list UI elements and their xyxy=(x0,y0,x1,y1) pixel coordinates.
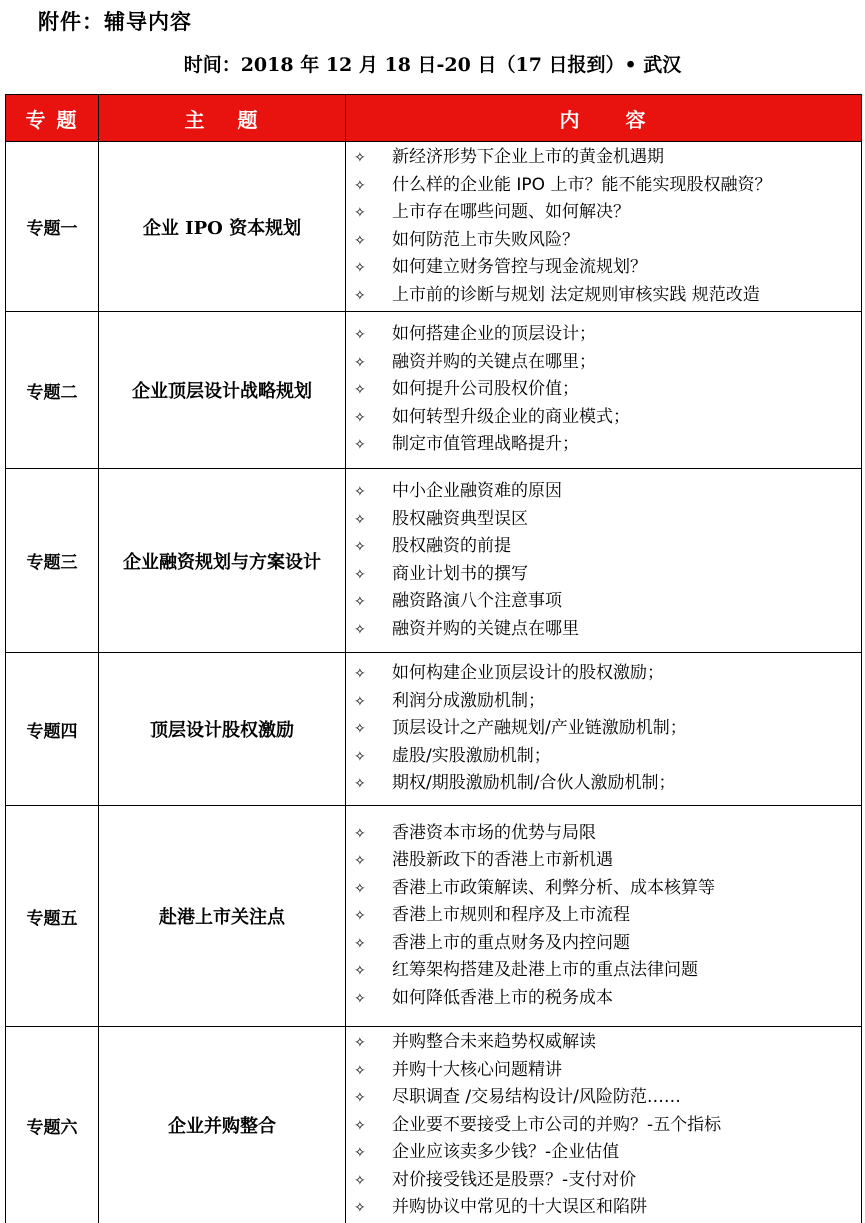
diamond-bullet-icon: ✧ xyxy=(354,1062,366,1079)
table-row xyxy=(6,806,862,1027)
list-item-text: 香港上市规则和程序及上市流程 xyxy=(392,905,630,926)
list-item-text: 什么样的企业能 IPO 上市？能不能实现股权融资？ xyxy=(392,174,772,195)
list-item xyxy=(354,431,861,459)
list-item xyxy=(354,688,861,716)
diamond-bullet-icon: ✧ xyxy=(354,880,366,897)
list-item xyxy=(354,902,861,930)
diamond-bullet-icon: ✧ xyxy=(354,1200,366,1216)
header-theme: 主 题 xyxy=(99,95,346,142)
diamond-bullet-icon: ✧ xyxy=(354,437,366,454)
list-item-text: 上市前的诊断与规划 法定规则审核实践 规范改造 xyxy=(392,284,760,305)
list-item-text: 制定市值管理战略提升； xyxy=(392,434,579,455)
topic-content-cell xyxy=(346,469,862,653)
list-item xyxy=(354,561,861,589)
topic-title: 企业 IPO 资本规划 xyxy=(99,142,346,312)
list-item xyxy=(354,957,861,985)
diamond-bullet-icon: ✧ xyxy=(354,354,366,371)
list-item-text: 香港上市政策解读、利弊分析、成本核算等 xyxy=(392,877,715,898)
content-list xyxy=(354,321,861,459)
diamond-bullet-icon: ✧ xyxy=(354,150,366,166)
topic-title: 企业融资规划与方案设计 xyxy=(99,469,346,653)
content-list xyxy=(354,1029,861,1222)
diamond-bullet-icon: ✧ xyxy=(354,327,366,344)
diamond-bullet-icon: ✧ xyxy=(354,260,366,276)
list-item xyxy=(354,199,861,227)
list-item xyxy=(354,144,861,172)
content-list xyxy=(354,820,861,1013)
list-item xyxy=(354,1029,861,1057)
list-item xyxy=(354,985,861,1013)
topic-content-cell xyxy=(346,312,862,469)
list-item xyxy=(354,533,861,561)
table-row xyxy=(6,1027,862,1223)
list-item-text: 如何搭建企业的顶层设计； xyxy=(392,324,596,345)
list-item xyxy=(354,616,861,644)
diamond-bullet-icon: ✧ xyxy=(354,666,366,683)
list-item-text: 如何降低香港上市的税务成本 xyxy=(392,987,613,1008)
list-item xyxy=(354,282,861,310)
list-item-text: 如何构建企业顶层设计的股权激励； xyxy=(392,663,664,684)
diamond-bullet-icon: ✧ xyxy=(354,409,366,426)
list-item xyxy=(354,1084,861,1112)
topic-title: 企业并购整合 xyxy=(99,1027,346,1223)
content-list xyxy=(354,144,861,309)
topic-number: 专题四 xyxy=(6,653,99,806)
diamond-bullet-icon: ✧ xyxy=(354,287,366,304)
list-item-text: 如何转型升级企业的商业模式； xyxy=(392,406,630,427)
topic-number: 专题五 xyxy=(6,806,99,1027)
diamond-bullet-icon: ✧ xyxy=(354,539,366,555)
diamond-bullet-icon: ✧ xyxy=(354,853,366,870)
list-item-text: 股权融资典型误区 xyxy=(392,508,528,529)
diamond-bullet-icon: ✧ xyxy=(354,935,366,952)
diamond-bullet-icon: ✧ xyxy=(354,776,366,793)
list-item xyxy=(354,227,861,255)
list-item xyxy=(354,930,861,958)
list-item-text: 企业应该卖多少钱？-企业估值 xyxy=(392,1142,620,1162)
course-content-table xyxy=(5,94,862,1223)
list-item-text: 融资路演八个注意事项 xyxy=(392,591,562,611)
diamond-bullet-icon: ✧ xyxy=(354,232,366,249)
list-item-text: 新经济形势下企业上市的黄金机遇期 xyxy=(392,147,664,167)
list-item-text: 期权/期股激励机制/合伙人激励机制； xyxy=(392,773,676,794)
list-item-text: 对价接受钱还是股票？-支付对价 xyxy=(392,1169,637,1190)
list-item-text: 融资并购的关键点在哪里 xyxy=(392,618,579,639)
topic-content-cell xyxy=(346,653,862,806)
list-item xyxy=(354,506,861,534)
list-item xyxy=(354,1112,861,1140)
topic-content-cell xyxy=(346,142,862,312)
topic-number: 专题二 xyxy=(6,312,99,469)
list-item xyxy=(354,321,861,349)
topic-content-cell xyxy=(346,1027,862,1223)
list-item xyxy=(354,478,861,506)
content-list xyxy=(354,478,861,643)
header-topic-number: 专 题 xyxy=(6,95,99,142)
diamond-bullet-icon: ✧ xyxy=(354,825,366,842)
list-item-text: 并购协议中常见的十大误区和陷阱 xyxy=(392,1197,647,1217)
list-item-text: 股权融资的前提 xyxy=(392,536,511,556)
list-item-text: 如何建立财务管控与现金流规划？ xyxy=(392,257,647,277)
list-item xyxy=(354,588,861,616)
list-item-text: 融资并购的关键点在哪里； xyxy=(392,351,596,372)
diamond-bullet-icon: ✧ xyxy=(354,990,366,1007)
list-item xyxy=(354,1139,861,1167)
diamond-bullet-icon: ✧ xyxy=(354,511,366,528)
diamond-bullet-icon: ✧ xyxy=(354,205,366,221)
diamond-bullet-icon: ✧ xyxy=(354,748,366,765)
topic-content-cell xyxy=(346,806,862,1027)
list-item xyxy=(354,660,861,688)
diamond-bullet-icon: ✧ xyxy=(354,1117,366,1134)
list-item-text: 顶层设计之产融规划/产业链激励机制； xyxy=(392,718,687,739)
table-row xyxy=(6,142,862,312)
list-item xyxy=(354,875,861,903)
list-item xyxy=(354,1194,861,1222)
list-item-text: 中小企业融资难的原因 xyxy=(392,481,562,501)
topic-title: 顶层设计股权激励 xyxy=(99,653,346,806)
topic-title: 赴港上市关注点 xyxy=(99,806,346,1027)
diamond-bullet-icon: ✧ xyxy=(354,594,366,610)
list-item xyxy=(354,743,861,771)
list-item-text: 香港资本市场的优势与局限 xyxy=(392,822,596,843)
header-content: 内 容 xyxy=(346,95,862,142)
diamond-bullet-icon: ✧ xyxy=(354,1090,366,1106)
topic-number: 专题一 xyxy=(6,142,99,312)
content-list xyxy=(354,660,861,798)
diamond-bullet-icon: ✧ xyxy=(354,382,366,399)
list-item-text: 香港上市的重点财务及内控问题 xyxy=(392,932,630,953)
list-item xyxy=(354,376,861,404)
list-item-text: 尽职调查 /交易结构设计/风险防范…… xyxy=(392,1087,681,1107)
diamond-bullet-icon: ✧ xyxy=(354,177,366,194)
diamond-bullet-icon: ✧ xyxy=(354,484,366,500)
list-item-text: 并购十大核心问题精讲 xyxy=(392,1059,562,1080)
list-item xyxy=(354,1167,861,1195)
list-item xyxy=(354,172,861,200)
list-item xyxy=(354,349,861,377)
list-item xyxy=(354,404,861,432)
diamond-bullet-icon: ✧ xyxy=(354,1035,366,1051)
list-item-text: 商业计划书的撰写 xyxy=(392,563,528,584)
list-item-text: 并购整合未来趋势权威解读 xyxy=(392,1032,596,1052)
list-item xyxy=(354,770,861,798)
topic-number: 专题三 xyxy=(6,469,99,653)
list-item-text: 港股新政下的香港上市新机遇 xyxy=(392,850,613,871)
attachment-title: 附件：辅导内容 xyxy=(38,9,192,34)
table-row xyxy=(6,653,862,806)
list-item-text: 虚股/实股激励机制； xyxy=(392,745,551,766)
diamond-bullet-icon: ✧ xyxy=(354,1145,366,1161)
list-item xyxy=(354,1057,861,1085)
diamond-bullet-icon: ✧ xyxy=(354,566,366,583)
table-row xyxy=(6,469,862,653)
list-item-text: 上市存在哪些问题、如何解决？ xyxy=(392,202,630,222)
list-item xyxy=(354,820,861,848)
topic-title: 企业顶层设计战略规划 xyxy=(99,312,346,469)
diamond-bullet-icon: ✧ xyxy=(354,1172,366,1189)
list-item xyxy=(354,847,861,875)
diamond-bullet-icon: ✧ xyxy=(354,908,366,925)
list-item xyxy=(354,254,861,282)
table-header-row xyxy=(6,95,862,142)
list-item-text: 如何提升公司股权价值； xyxy=(392,379,579,400)
diamond-bullet-icon: ✧ xyxy=(354,963,366,980)
schedule-time-line: 时间：2018 年 12 月 18 日-20 日（17 日报到）• 武汉 xyxy=(183,54,682,76)
list-item-text: 如何防范上市失败风险？ xyxy=(392,229,579,250)
diamond-bullet-icon: ✧ xyxy=(354,721,366,738)
table-row xyxy=(6,312,862,469)
list-item-text: 企业要不要接受上市公司的并购？-五个指标 xyxy=(392,1114,722,1135)
diamond-bullet-icon: ✧ xyxy=(354,621,366,638)
diamond-bullet-icon: ✧ xyxy=(354,693,366,710)
list-item-text: 红筹架构搭建及赴港上市的重点法律问题 xyxy=(392,960,698,981)
list-item-text: 利润分成激励机制； xyxy=(392,690,545,711)
list-item xyxy=(354,715,861,743)
topic-number: 专题六 xyxy=(6,1027,99,1223)
